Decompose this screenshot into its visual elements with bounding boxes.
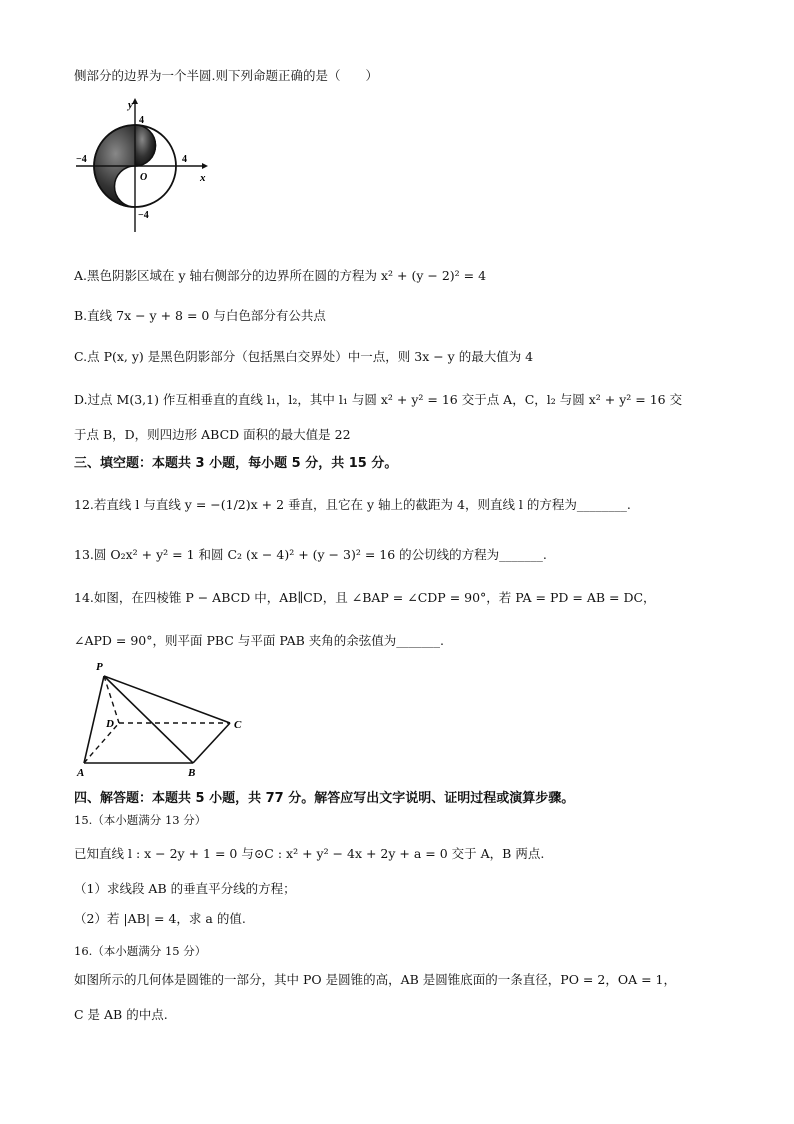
question-16-line2: C 是 AB 的中点. [74,1007,168,1022]
question-16-line1: 如图所示的几何体是圆锥的一部分，其中 PO 是圆锥的高，AB 是圆锥底面的一条直径，PO = 2，OA = 1， [74,972,676,987]
question-14-line1: 14.如图，在四棱锥 P − ABCD 中，AB∥CD，且 ∠BAP = ∠CDP = 90°，若 PA = PD = AB = DC， [74,590,656,605]
vertex-c: C [234,719,242,731]
option-d-line1: D.过点 M(3,1) 作互相垂直的直线 l₁，l₂，其中 l₁ 与圆 x² + y² = 16 交于点 A，C，l₂ 与圆 x² + y² = 16 交 [74,392,683,407]
tick-pos-y: 4 [139,115,144,126]
question-15-part1: （1）求线段 AB 的垂直平分线的方程； [74,881,296,896]
question-13: 13.圆 O₂x² + y² = 1 和圆 C₂ (x − 4)² + (y − 3)² = 16 的公切线的方程为_______. [74,547,547,562]
vertex-d: D [106,718,114,730]
section-4-heading: 四、解答题：本题共 5 小题，共 77 分。解答应写出文字说明、证明过程或演算步骤。 [74,791,575,806]
vertex-b: B [188,767,196,778]
tick-neg-x: −4 [76,154,87,165]
axis-label-y: y [128,99,133,111]
figure-pyramid [72,656,252,778]
figure-circle-diagram [72,96,212,236]
section-3-heading: 三、填空题：本题共 3 小题，每小题 5 分，共 15 分。 [74,456,398,471]
vertex-p: P [96,661,103,673]
tick-pos-x: 4 [182,154,187,165]
tick-neg-y: −4 [138,210,149,221]
option-d-line2: 于点 B，D，则四边形 ABCD 面积的最大值是 22 [74,427,351,442]
origin-label: O [140,172,148,183]
text-line-continuation: 侧部分的边界为一个半圆.则下列命题正确的是（ ） [74,68,378,83]
option-a: A.黑色阴影区域在 y 轴右侧部分的边界所在圆的方程为 x² + (y − 2)² = 4 [74,268,487,283]
question-15-stem: 已知直线 l : x − 2y + 1 = 0 与⊙C : x² + y² − 4x + 2y + a = 0 交于 A，B 两点. [74,846,545,861]
question-12: 12.若直线 l 与直线 y = −(1/2)x + 2 垂直，且它在 y 轴上的截距为 4，则直线 l 的方程为________. [74,497,631,512]
question-14-line2: ∠APD = 90°，则平面 PBC 与平面 PAB 夹角的余弦值为_______. [74,633,444,648]
question-15-header: 15.（本小题满分 13 分） [74,813,207,827]
option-c: C.点 P(x, y) 是黑色阴影部分（包括黑白交界处）中一点，则 3x − y 的最大值为 4 [74,349,534,364]
question-15-part2: （2）若 |AB| = 4，求 a 的值. [74,911,246,926]
upper-right-lobe [135,125,155,166]
question-16-header: 16.（本小题满分 15 分） [74,944,207,958]
axis-label-x: x [200,172,206,184]
option-b: B.直线 7x − y + 8 = 0 与白色部分有公共点 [74,308,326,323]
vertex-a: A [77,767,85,778]
